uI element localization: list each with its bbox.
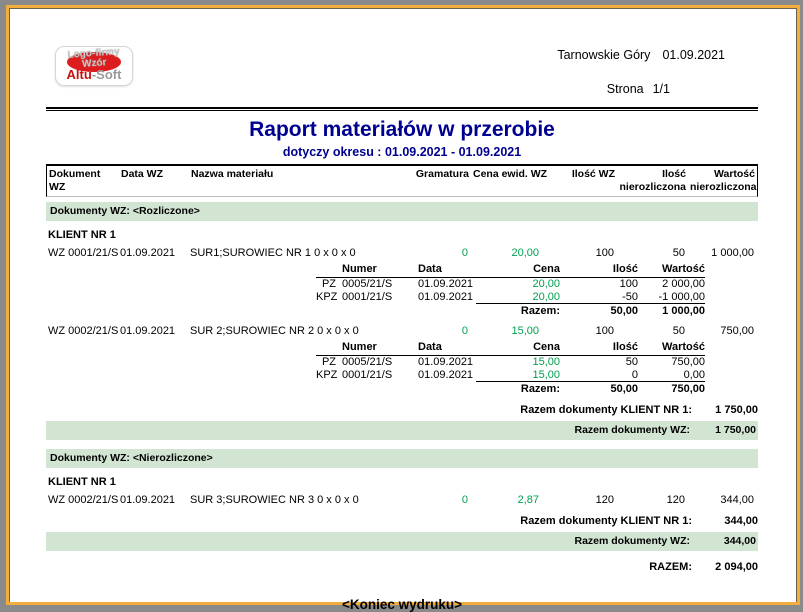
- cell-ilosc-wz: 100: [595, 325, 614, 337]
- cell-date: 01.09.2021: [120, 247, 176, 259]
- page-number-line: [557, 82, 758, 96]
- subcol-cena: Cena: [533, 263, 560, 275]
- subcell-wartosc: 2 000,00: [662, 278, 705, 290]
- subtable-row: [316, 369, 705, 382]
- page-value: 1/1: [652, 82, 670, 96]
- cell-gramatura: 0: [461, 325, 468, 337]
- section-total-band: [46, 421, 758, 440]
- subtotal-wartosc: 750,00: [671, 383, 705, 395]
- table-row: [46, 247, 758, 260]
- report-header: [46, 46, 758, 102]
- subcell-numer: 0005/21/S: [342, 356, 393, 368]
- header-right-block: [557, 48, 758, 96]
- subcell-type: KPZ: [316, 368, 338, 381]
- subcell-data: 01.09.2021: [418, 278, 474, 290]
- client-name: KLIENT NR 1: [48, 229, 116, 241]
- subcol-wartosc: Wartość: [662, 263, 705, 275]
- logo-brand-text: [56, 67, 132, 82]
- client-total-label: Razem dokumenty KLIENT NR 1:: [520, 404, 692, 416]
- subcol-data: Data: [418, 341, 442, 353]
- subcol-ilosc: Ilość: [612, 263, 638, 275]
- col-cena-ewid-wz: Cena ewid. WZ: [473, 168, 548, 180]
- subcell-numer: 0005/21/S: [342, 278, 393, 290]
- subtable-total-row: [476, 381, 705, 396]
- subtable-header: [316, 341, 705, 356]
- section-total-value: 344,00: [723, 535, 756, 547]
- client-total-value: 1 750,00: [715, 404, 758, 416]
- col-ilosc-nierozliczona: Ilość nierozliczona: [619, 168, 686, 193]
- subcell-cena: 20,00: [532, 290, 560, 303]
- client-total-label: Razem dokumenty KLIENT NR 1:: [520, 515, 692, 527]
- table-row: [46, 325, 758, 338]
- subtable-total-row: [476, 303, 705, 318]
- subcell-ilosc: 100: [619, 278, 638, 290]
- subcol-ilosc: Ilość: [612, 341, 638, 353]
- subtotal-ilosc: 50,00: [610, 383, 638, 395]
- cell-gramatura: 0: [461, 247, 468, 259]
- subtable-row: [316, 291, 705, 304]
- subcell-data: 01.09.2021: [418, 368, 474, 381]
- logo-watermark-line1: Logo-firmy: [67, 46, 121, 61]
- section-total-label: Razem dokumenty WZ:: [574, 424, 690, 436]
- client-total-value: 344,00: [724, 515, 758, 527]
- cell-cena: 20,00: [511, 247, 539, 259]
- cell-cena: 15,00: [511, 325, 539, 337]
- subtable: [316, 263, 705, 318]
- subcell-data: 01.09.2021: [418, 356, 474, 368]
- col-dokument-wz: Dokument WZ: [49, 168, 101, 193]
- subcell-ilosc: 50: [625, 356, 638, 368]
- cell-doc: WZ 0002/21/S: [48, 494, 119, 506]
- logo-brand-right: -Soft: [91, 67, 122, 82]
- report-subtitle: dotyczy okresu : 01.09.2021 - 01.09.2021: [282, 145, 522, 159]
- subcol-wartosc: Wartość: [662, 341, 705, 353]
- subcell-data: 01.09.2021: [418, 290, 474, 303]
- col-gramatura: Gramatura: [415, 168, 469, 180]
- grand-total-label: RAZEM:: [649, 561, 692, 573]
- end-of-print-note: <Koniec wydruku>: [341, 597, 463, 612]
- logo-brand-left: Altu: [66, 67, 92, 82]
- section-total-label: Razem dokumenty WZ:: [574, 535, 690, 547]
- cell-ilosc-wz: 100: [595, 247, 614, 259]
- cell-material: SUR 3;SUROWIEC NR 3 0 x 0 x 0: [190, 494, 359, 506]
- cell-ilosc-nier: 120: [666, 494, 685, 506]
- section-total-value: 1 750,00: [715, 424, 756, 436]
- subcell-wartosc: -1 000,00: [658, 290, 705, 303]
- subtotal-ilosc: 50,00: [610, 305, 638, 317]
- client-name: KLIENT NR 1: [48, 476, 116, 488]
- subcell-type: PZ: [321, 278, 336, 290]
- cell-ilosc-nier: 50: [672, 247, 685, 259]
- cell-doc: WZ 0002/21/S: [48, 325, 119, 337]
- section-band-rozliczone: Dokumenty WZ: <Rozliczone>: [46, 202, 758, 221]
- city-label: Tarnowskie Góry: [557, 48, 651, 62]
- subcol-cena: Cena: [533, 341, 560, 353]
- report-page: [10, 9, 796, 612]
- page-label: Strona: [606, 82, 644, 96]
- cell-doc: WZ 0001/21/S: [48, 247, 119, 259]
- cell-date: 01.09.2021: [120, 494, 176, 506]
- report-date: 01.09.2021: [662, 48, 725, 62]
- table-row: [46, 494, 758, 507]
- cell-material: SUR 2;SUROWIEC NR 2 0 x 0 x 0: [190, 325, 359, 337]
- preview-window-frame: [6, 5, 800, 612]
- section-band-nierozliczone: Dokumenty WZ: <Nierozliczone>: [46, 449, 758, 468]
- col-wartosc-nierozliczona: Wartość nierozliczona: [690, 168, 757, 193]
- grand-total-row: [46, 561, 758, 573]
- subtotal-label: Razem:: [520, 305, 560, 317]
- cell-ilosc-wz: 120: [595, 494, 614, 506]
- company-logo: [55, 46, 133, 86]
- subcell-wartosc: 750,00: [671, 356, 705, 368]
- section-total-band: [46, 532, 758, 551]
- report-title: Raport materiałów w przerobie: [249, 118, 555, 141]
- subcell-wartosc: 0,00: [683, 368, 705, 381]
- cell-material: SUR1;SUROWIEC NR 1 0 x 0 x 0: [190, 247, 356, 259]
- cell-cena: 2,87: [517, 494, 539, 506]
- cell-wartosc-nier: 344,00: [720, 494, 754, 506]
- subcell-type: KPZ: [316, 290, 338, 303]
- subcell-ilosc: -50: [622, 290, 638, 303]
- cell-wartosc-nier: 750,00: [720, 325, 754, 337]
- table-header-row: [46, 164, 758, 197]
- subtable-header: [316, 263, 705, 278]
- subcol-spacer: [316, 341, 336, 354]
- subcell-cena: 20,00: [532, 278, 560, 290]
- subcol-spacer: [316, 263, 336, 276]
- subcell-ilosc: 0: [631, 368, 638, 381]
- cell-ilosc-nier: 50: [672, 325, 685, 337]
- client-total-row: [46, 404, 758, 416]
- subcell-cena: 15,00: [532, 368, 560, 381]
- col-data-wz: Data WZ: [121, 168, 163, 180]
- logo-watermark-line2: Wzór: [81, 57, 107, 70]
- client-total-row: [46, 515, 758, 527]
- col-nazwa-materialu: Nazwa materiału: [191, 168, 274, 180]
- subcell-type: PZ: [321, 356, 336, 368]
- subtable: [316, 341, 705, 396]
- cell-gramatura: 0: [461, 494, 468, 506]
- subcol-numer: Numer: [342, 263, 377, 275]
- city-date-line: [557, 48, 758, 62]
- subcol-data: Data: [418, 263, 442, 275]
- subcell-cena: 15,00: [532, 356, 560, 368]
- cell-wartosc-nier: 1 000,00: [711, 247, 754, 259]
- subtotal-wartosc: 1 000,00: [662, 305, 705, 317]
- subcell-numer: 0001/21/S: [342, 290, 393, 303]
- subcell-numer: 0001/21/S: [342, 368, 393, 381]
- col-ilosc-wz: Ilość WZ: [571, 168, 615, 180]
- subtable-row: [316, 356, 705, 369]
- subcol-numer: Numer: [342, 341, 377, 353]
- subtotal-label: Razem:: [520, 383, 560, 395]
- subtable-row: [316, 278, 705, 291]
- grand-total-value: 2 094,00: [715, 561, 758, 573]
- header-double-rule: [46, 107, 758, 111]
- cell-date: 01.09.2021: [120, 325, 176, 337]
